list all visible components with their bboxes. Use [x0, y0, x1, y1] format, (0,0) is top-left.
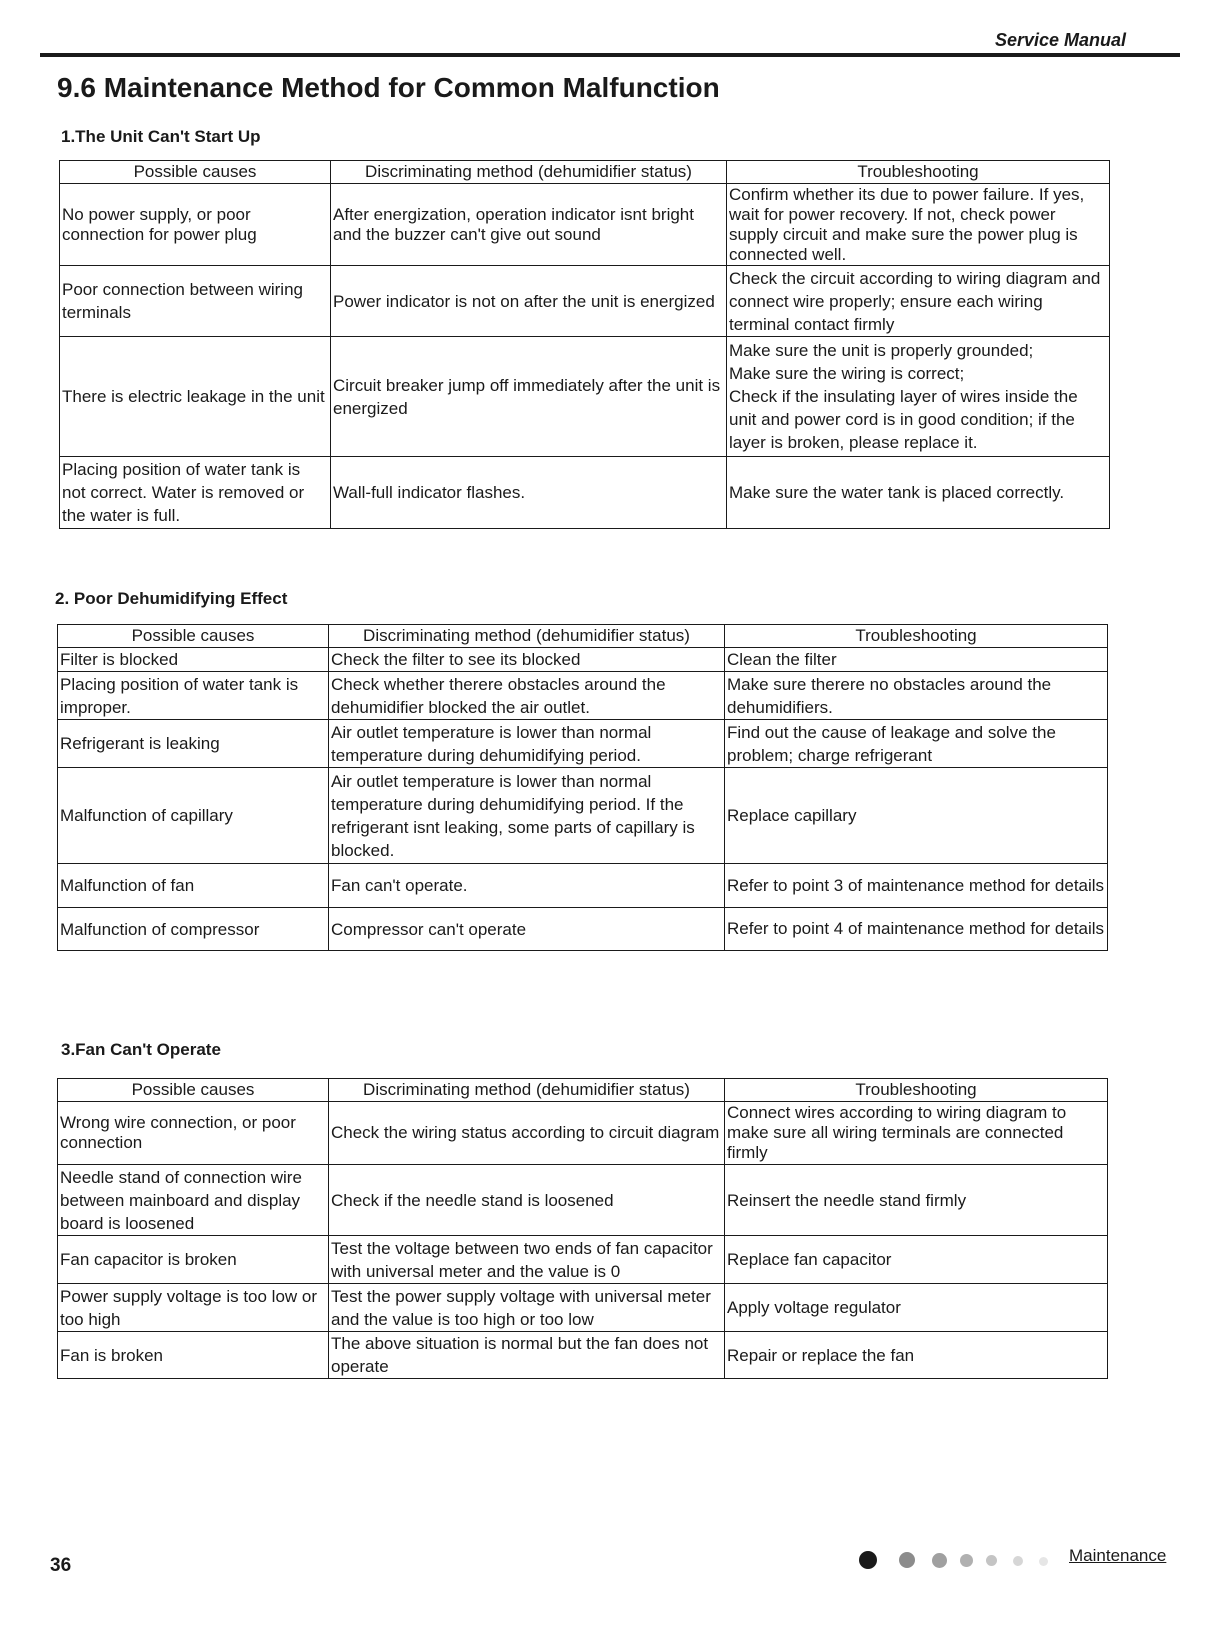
troubleshooting-cell: Connect wires according to wiring diagram to make sure all wiring terminals are connected firmly	[725, 1102, 1108, 1165]
troubleshooting-cell: Make sure therere no obstacles around the dehumidifiers.	[725, 672, 1108, 720]
section-2-table	[57, 624, 1108, 951]
cause-cell: Malfunction of fan	[58, 864, 329, 908]
progress-dot	[960, 1554, 973, 1567]
method-cell: Fan can't operate.	[329, 864, 725, 908]
method-cell: Air outlet temperature is lower than normal temperature during dehumidifying period. If the refrigerant isnt leaking, some parts of capillary is blocked.	[329, 768, 725, 864]
column-header: Discriminating method (dehumidifier status)	[329, 1079, 725, 1102]
troubleshooting-cell: Check the circuit according to wiring diagram and connect wire properly; ensure each wiring terminal contact firmly	[727, 266, 1110, 337]
table-row	[58, 672, 1108, 720]
cause-cell: Power supply voltage is too low or too high	[58, 1284, 329, 1332]
page-number: 36	[50, 1555, 72, 1576]
troubleshooting-cell: Repair or replace the fan	[725, 1332, 1108, 1379]
method-cell: Power indicator is not on after the unit is energized	[331, 266, 727, 337]
method-cell: Compressor can't operate	[329, 908, 725, 951]
method-cell: Check the wiring status according to circuit diagram	[329, 1102, 725, 1165]
cause-cell: Needle stand of connection wire between mainboard and display board is loosened	[58, 1165, 329, 1236]
troubleshooting-cell: Replace fan capacitor	[725, 1236, 1108, 1284]
method-cell: Test the power supply voltage with universal meter and the value is too high or too low	[329, 1284, 725, 1332]
column-header: Discriminating method (dehumidifier status)	[331, 161, 727, 184]
header-label: Service Manual	[994, 30, 1126, 50]
section-1-table	[59, 160, 1110, 529]
method-cell: Circuit breaker jump off immediately after the unit is energized	[331, 337, 727, 457]
method-cell: Check if the needle stand is loosened	[329, 1165, 725, 1236]
table-row	[58, 908, 1108, 951]
column-header: Troubleshooting	[725, 625, 1108, 648]
table-row	[58, 864, 1108, 908]
cause-cell: Malfunction of compressor	[58, 908, 329, 951]
column-header: Troubleshooting	[725, 1079, 1108, 1102]
cause-cell: No power supply, or poor connection for power plug	[60, 184, 331, 266]
method-cell: Air outlet temperature is lower than normal temperature during dehumidifying period.	[329, 720, 725, 768]
troubleshooting-cell: Refer to point 4 of maintenance method for details	[725, 908, 1108, 951]
cause-cell: Placing position of water tank is not correct. Water is removed or the water is full.	[60, 457, 331, 529]
cause-cell: Malfunction of capillary	[58, 768, 329, 864]
cause-cell: Poor connection between wiring terminals	[60, 266, 331, 337]
cause-cell: Placing position of water tank is improper.	[58, 672, 329, 720]
table-row	[58, 1102, 1108, 1165]
cause-cell: Fan capacitor is broken	[58, 1236, 329, 1284]
method-cell: Check whether therere obstacles around the dehumidifier blocked the air outlet.	[329, 672, 725, 720]
cause-cell: Wrong wire connection, or poor connection	[58, 1102, 329, 1165]
progress-dot	[859, 1551, 877, 1569]
section-2-title: 2. Poor Dehumidifying Effect	[55, 589, 288, 608]
table-row	[60, 266, 1110, 337]
troubleshooting-cell: Apply voltage regulator	[725, 1284, 1108, 1332]
table-row	[58, 1284, 1108, 1332]
table-row	[60, 184, 1110, 266]
column-header: Possible causes	[60, 161, 331, 184]
method-cell: Wall-full indicator flashes.	[331, 457, 727, 529]
header-rule	[40, 53, 1180, 57]
table-row	[58, 1332, 1108, 1379]
method-cell: The above situation is normal but the fan does not operate	[329, 1332, 725, 1379]
troubleshooting-cell: Replace capillary	[725, 768, 1108, 864]
troubleshooting-cell: Confirm whether its due to power failure. If yes, wait for power recovery. If not, check power supply circuit and make sure the power plug is connected well.	[727, 184, 1110, 266]
progress-dot	[1013, 1556, 1023, 1566]
section-1-title: 1.The Unit Can't Start Up	[61, 127, 261, 146]
page-title: 9.6 Maintenance Method for Common Malfunction	[57, 72, 720, 103]
table-row	[58, 1165, 1108, 1236]
column-header: Possible causes	[58, 625, 329, 648]
column-header: Possible causes	[58, 1079, 329, 1102]
troubleshooting-cell: Find out the cause of leakage and solve the problem; charge refrigerant	[725, 720, 1108, 768]
progress-dot	[986, 1555, 997, 1566]
method-cell: Test the voltage between two ends of fan capacitor with universal meter and the value is 0	[329, 1236, 725, 1284]
cause-cell: Refrigerant is leaking	[58, 720, 329, 768]
table-header-row	[58, 1079, 1108, 1102]
section-3-table	[57, 1078, 1108, 1379]
table-row	[58, 768, 1108, 864]
table-header-row	[60, 161, 1110, 184]
section-3-title: 3.Fan Can't Operate	[61, 1040, 221, 1059]
table-row	[58, 648, 1108, 672]
cause-cell: Filter is blocked	[58, 648, 329, 672]
column-header: Discriminating method (dehumidifier status)	[329, 625, 725, 648]
troubleshooting-cell: Make sure the unit is properly grounded; Make sure the wiring is correct; Check if the insulating layer of wires inside the unit and power cord is in good condition; if the layer is broken, please replace it.	[727, 337, 1110, 457]
progress-dot	[899, 1552, 915, 1568]
method-cell: After energization, operation indicator isnt bright and the buzzer can't give out sound	[331, 184, 727, 266]
column-header: Troubleshooting	[727, 161, 1110, 184]
table-row	[60, 337, 1110, 457]
table-row	[58, 1236, 1108, 1284]
table-row	[60, 457, 1110, 529]
troubleshooting-cell: Refer to point 3 of maintenance method for details	[725, 864, 1108, 908]
table-row	[58, 720, 1108, 768]
method-cell: Check the filter to see its blocked	[329, 648, 725, 672]
progress-dot	[1039, 1557, 1048, 1566]
table-header-row	[58, 625, 1108, 648]
troubleshooting-cell: Reinsert the needle stand firmly	[725, 1165, 1108, 1236]
troubleshooting-cell: Clean the filter	[725, 648, 1108, 672]
troubleshooting-cell: Make sure the water tank is placed correctly.	[727, 457, 1110, 529]
cause-cell: Fan is broken	[58, 1332, 329, 1379]
progress-dot	[932, 1553, 947, 1568]
cause-cell: There is electric leakage in the unit	[60, 337, 331, 457]
maintenance-link[interactable]: Maintenance	[1069, 1546, 1167, 1565]
